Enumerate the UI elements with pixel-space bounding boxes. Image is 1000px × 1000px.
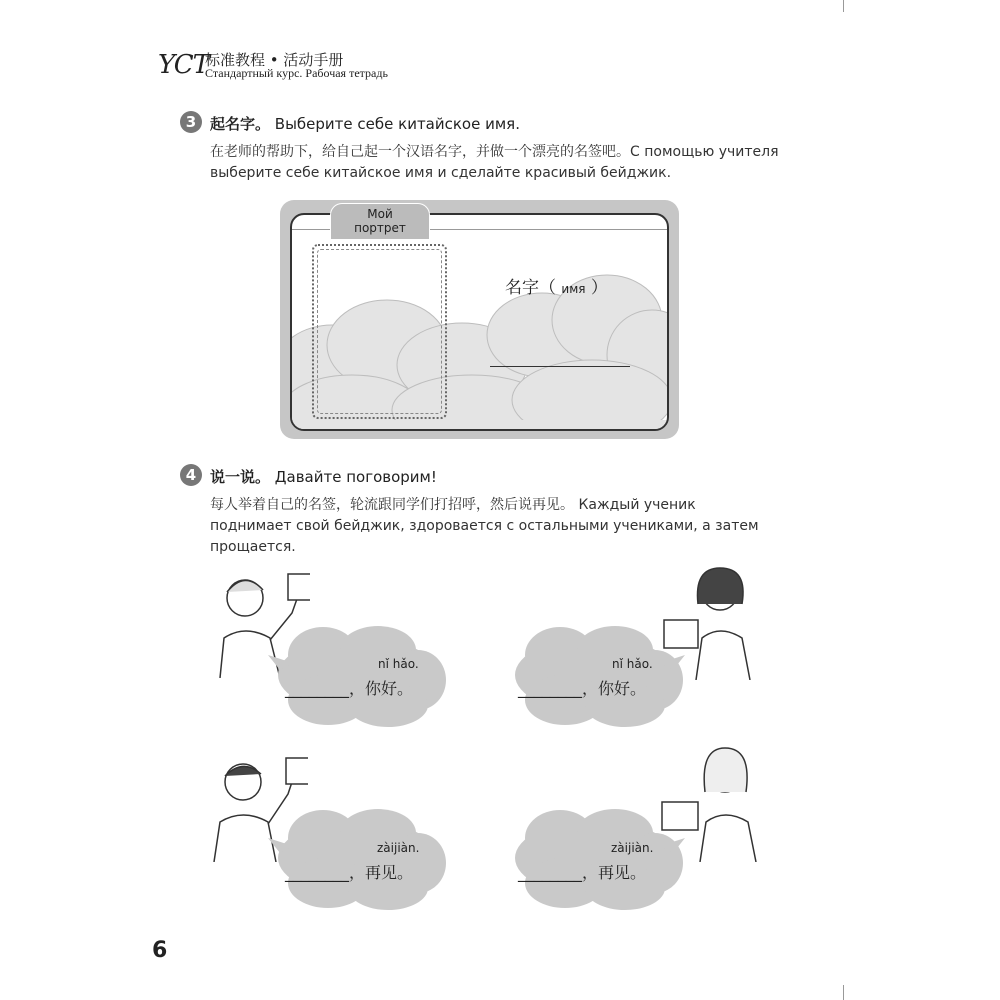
bubble-text [285, 676, 413, 699]
bubble-pinyin: nǐ hǎo. [612, 657, 653, 671]
task3-instructions [210, 142, 779, 184]
task4-line3: прощается. [210, 539, 296, 555]
bubble-phrase: ，你好。 [349, 679, 414, 698]
task-number-badge: 4 [180, 464, 202, 486]
page-edge-mark [843, 0, 844, 12]
task4-title [210, 466, 437, 487]
page-number: 6 [152, 938, 168, 963]
bubble-text [518, 860, 646, 883]
bubble-blank: ________ [285, 679, 349, 698]
task3-line2: выберите себе китайское имя и сделайте красивый бейджик. [210, 165, 672, 181]
bubble-blank: ________ [518, 679, 582, 698]
bubble-phrase: ，你好。 [582, 679, 647, 698]
task3-title-cn: 起名字。 [210, 115, 271, 133]
bubble-pinyin: zàijiàn. [377, 841, 420, 855]
task3-title-ru: Выберите себе китайское имя. [274, 115, 520, 133]
task3-title [210, 113, 520, 134]
bubble-pinyin: zàijiàn. [611, 841, 654, 855]
bubble-blank: ________ [285, 863, 349, 882]
task4-line1: 每人举着自己的名签，轮流跟同学们打招呼，然后说再见。 Каждый ученик [210, 497, 696, 513]
portrait-tab-line2: портрет [354, 221, 406, 235]
bubble-text [518, 676, 646, 699]
header-title-cn: 标准教程 • 活动手册 [205, 51, 344, 69]
yct-logo: YCT [158, 50, 209, 80]
name-write-line [490, 366, 630, 367]
portrait-tab [330, 203, 430, 239]
bubble-blank: ________ [518, 863, 582, 882]
task4-line2: поднимает свой бейджик, здоровается с остальными учениками, а затем [210, 518, 759, 534]
task4-title-cn: 说一说。 [210, 468, 271, 486]
bubble-pinyin: nǐ hǎo. [378, 657, 419, 671]
bubble-text [285, 860, 413, 883]
bubble-phrase: ，再见。 [582, 863, 647, 882]
task-number-badge: 3 [180, 111, 202, 133]
bubble-phrase: ，再见。 [349, 863, 414, 882]
task4-instructions [210, 495, 759, 558]
header-title-ru: Стандартный курс. Рабочая тетрадь [205, 66, 388, 80]
name-label [505, 273, 608, 298]
name-label-cn: 名字（ [505, 278, 556, 298]
task3-line1: 在老师的帮助下，给自己起一个汉语名字，并做一个漂亮的名签吧。С помощью учителя [210, 144, 779, 160]
name-hint: имя [561, 282, 586, 296]
name-label-close: ） [590, 278, 608, 298]
page-edge-mark [843, 985, 844, 1000]
photo-frame-inner [317, 249, 442, 414]
portrait-tab-line1: Мой [367, 207, 393, 221]
task4-title-ru: Давайте поговорим! [274, 468, 437, 486]
